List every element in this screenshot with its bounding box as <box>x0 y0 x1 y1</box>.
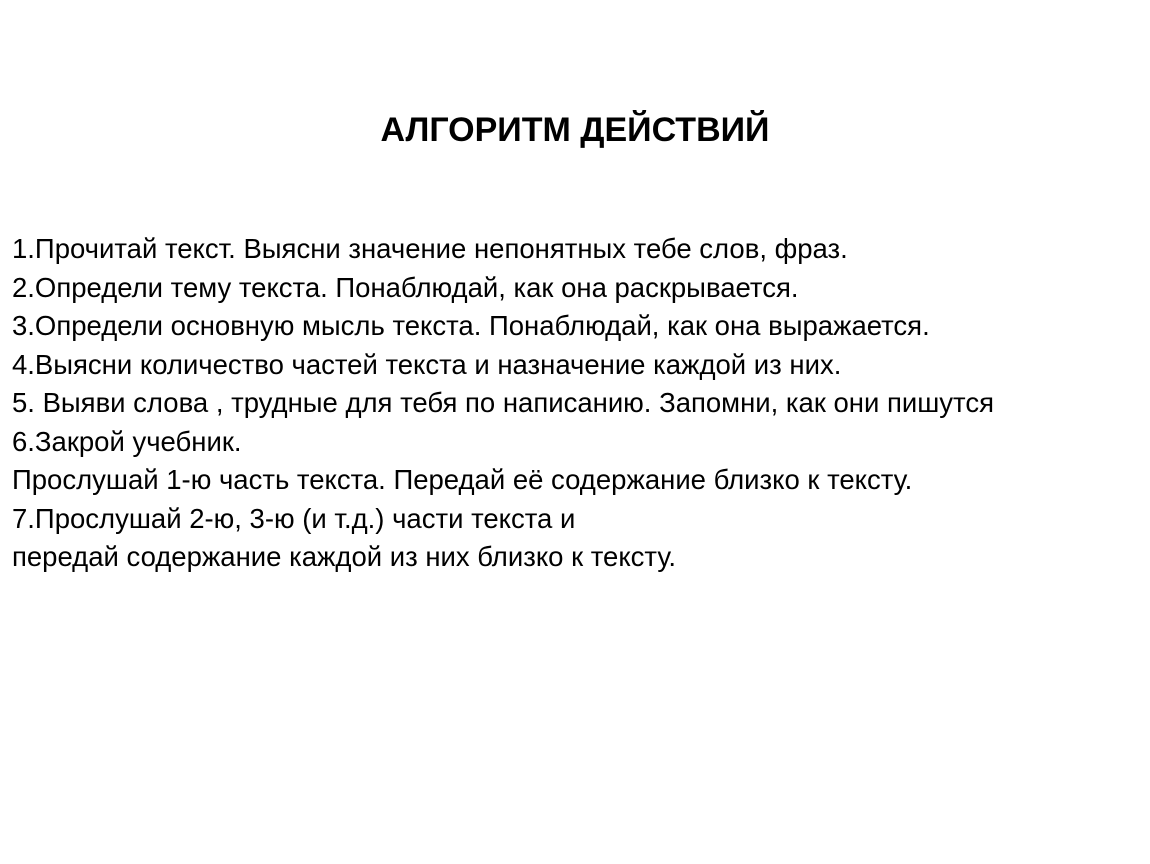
step-line-9: передай содержание каждой из них близко к тексту. <box>12 541 676 572</box>
page-title: АЛГОРИТМ ДЕЙСТВИЙ <box>380 111 770 149</box>
step-line-7: Прослушай 1-ю часть текста. Передай её содержание близко к тексту. <box>12 464 913 495</box>
step-line-4: 4.Выясни количество частей текста и назначение каждой из них. <box>12 348 842 380</box>
step-line-3: 3.Определи основную мысль текста. Понаблюдай, как она выражается. <box>12 310 930 341</box>
algorithm-steps-list <box>12 230 1148 577</box>
step-line-1: 1.Прочитай текст. Выясни значение непонятных тебе слов, фраз. <box>12 233 848 264</box>
step-line-8: 7.Прослушай 2-ю, 3-ю (и т.д.) части текста и <box>12 502 576 534</box>
step-line-5: 5. Выяви слова , трудные для тебя по написанию. Запомни, как они пишутся <box>12 387 994 418</box>
step-line-2: 2.Определи тему текста. Понаблюдай, как она раскрывается. <box>12 271 799 303</box>
step-line-6: 6.Закрой учебник. <box>12 425 242 457</box>
